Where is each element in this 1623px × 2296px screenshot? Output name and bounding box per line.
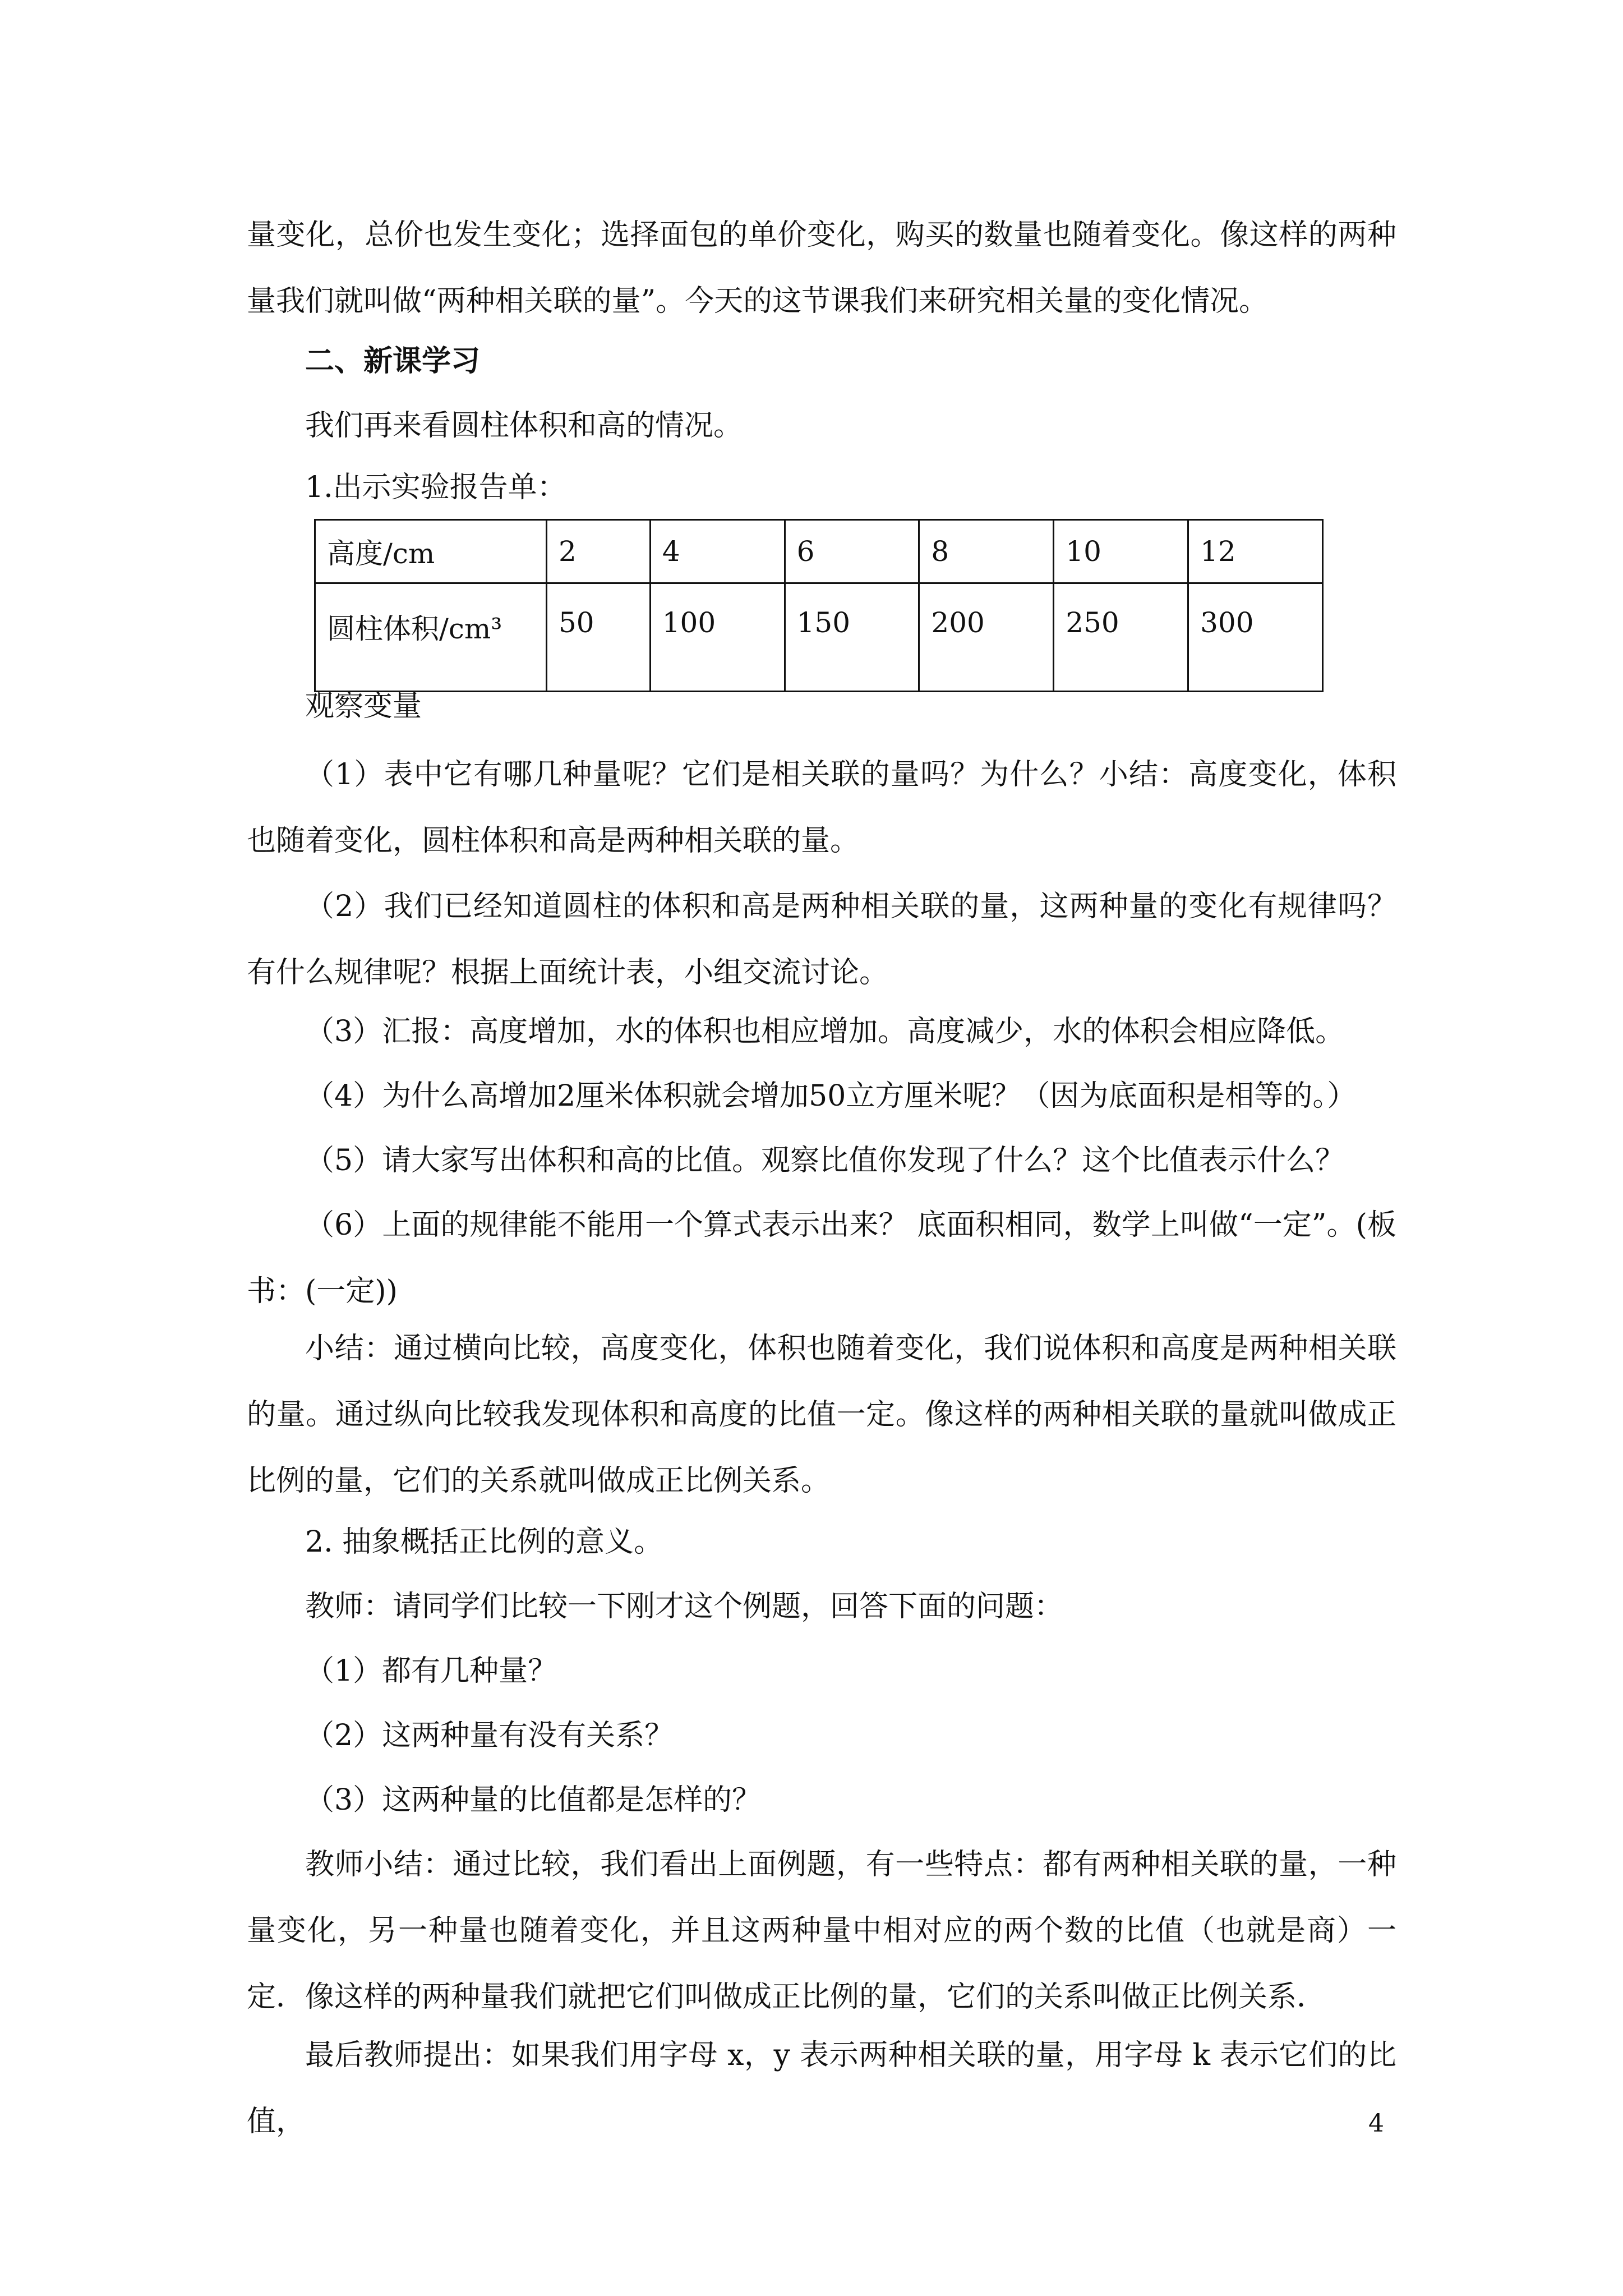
- paragraph-teacher-summary: 教师小结：通过比较，我们看出上面例题，有一些特点：都有两种相关联的量，一种量变化，另一种量也随着变化，并且这两种量中相对应的两个数的比值（也就是商）一定．像这样的两种量我们就把它们叫做成正比例的量，它们的关系叫做正比例关系．: [247, 1848, 1396, 2014]
- page-number: 4: [1368, 2109, 1384, 2138]
- paragraph-question-2: （2）这两种量有没有关系？: [305, 1719, 674, 1752]
- paragraph-summary: 小结：通过横向比较，高度变化，体积也随着变化，我们说体积和高度是两种相关联的量。通过纵向比较我发现体积和高度的比值一定。像这样的两种相关联的量就叫做成正比例的量，它们的关系就叫做成正比例关系。: [247, 1332, 1396, 1498]
- paragraph-intro: 量变化，总价也发生变化；选择面包的单价变化，购买的数量也随着变化。像这样的两种量我们就叫做“两种相关联的量”。今天的这节课我们来研究相关量的变化情况。: [247, 218, 1396, 318]
- paragraph-final: 最后教师提出：如果我们用字母 x，y 表示两种相关联的量，用字母 k 表示它们的比值，: [247, 2039, 1396, 2138]
- table-cell: 圆柱体积/cm³: [315, 583, 547, 692]
- table-cell: 4: [650, 520, 785, 583]
- table-cell: 2: [547, 520, 651, 583]
- table-cell: 250: [1054, 583, 1188, 692]
- table-cell: 300: [1188, 583, 1323, 692]
- table-cell: 50: [547, 583, 651, 692]
- paragraph-q3: （3）汇报：高度增加，水的体积也相应增加。高度减少，水的体积会相应降低。: [305, 1015, 1345, 1048]
- table-cell: 高度/cm: [315, 520, 547, 583]
- paragraph-question-1: （1）都有几种量？: [305, 1654, 557, 1688]
- table-row: [315, 520, 1323, 583]
- paragraph-q1: （1）表中它有哪几种量呢？它们是相关联的量吗？为什么？小结：高度变化，体积也随着变化，圆柱体积和高是两种相关联的量。: [247, 758, 1396, 858]
- paragraph-report-title: 1.出示实验报告单：: [305, 471, 566, 504]
- paragraph-observe: 观察变量: [305, 689, 422, 723]
- paragraph-q6: （6）上面的规律能不能用一个算式表示出来？ 底面积相同，数学上叫做“一定”。(板书：(一定)): [247, 1208, 1396, 1308]
- table-cell: 200: [919, 583, 1054, 692]
- experiment-report-table: [314, 519, 1324, 692]
- table-cell: 150: [785, 583, 919, 692]
- paragraph-teacher: 教师：请同学们比较一下刚才这个例题，回答下面的问题：: [305, 1590, 1064, 1623]
- paragraph-q2: （2）我们已经知道圆柱的体积和高是两种相关联的量，这两种量的变化有规律吗？有什么规律呢？根据上面统计表，小组交流讨论。: [247, 890, 1396, 990]
- table-cell: 8: [919, 520, 1054, 583]
- paragraph-q5: （5）请大家写出体积和高的比值。观察比值你发现了什么？这个比值表示什么？: [305, 1144, 1345, 1177]
- table-cell: 100: [650, 583, 785, 692]
- paragraph-cylinder: 我们再来看圆柱体积和高的情况。: [305, 409, 743, 443]
- paragraph-question-3: （3）这两种量的比值都是怎样的？: [305, 1783, 762, 1817]
- table-cell: 12: [1188, 520, 1323, 583]
- table-cell: 10: [1054, 520, 1188, 583]
- paragraph-section-2: 2. 抽象概括正比例的意义。: [305, 1525, 663, 1559]
- paragraph-q4: （4）为什么高增加2厘米体积就会增加50立方厘米呢？（因为底面积是相等的。）: [305, 1079, 1357, 1113]
- table-cell: 6: [785, 520, 919, 583]
- section-heading: 二、新课学习: [305, 344, 481, 378]
